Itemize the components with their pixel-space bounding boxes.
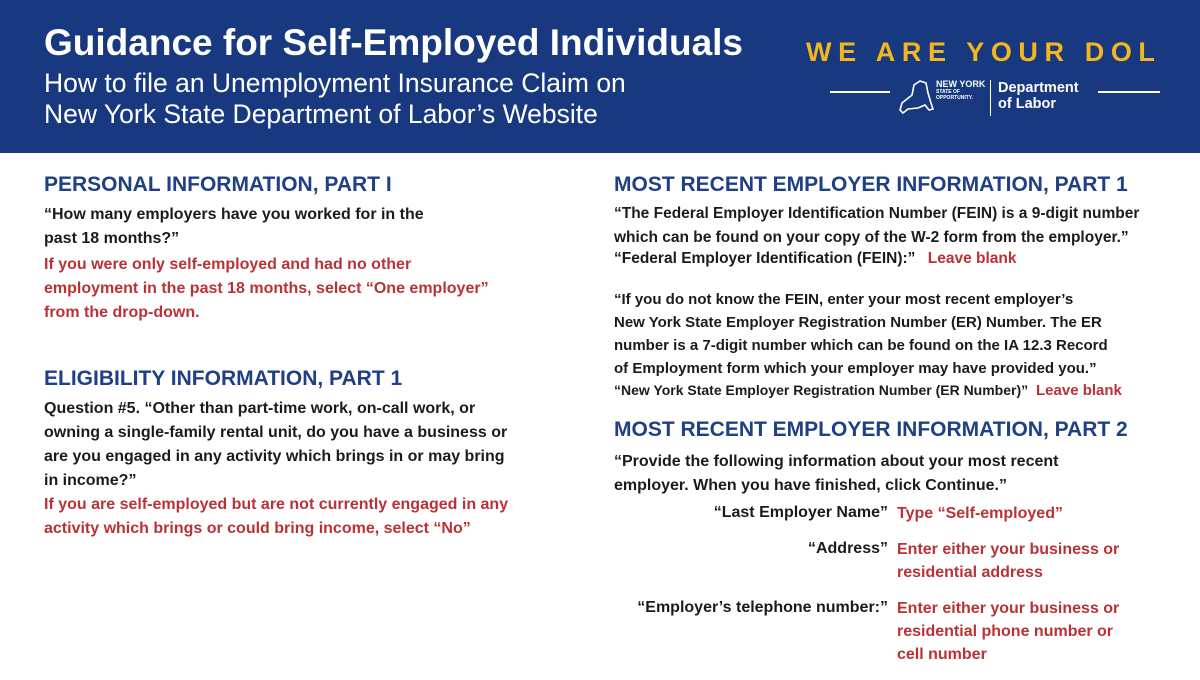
note-line: of Employment form which your employer may have provided you.”: [614, 360, 1097, 377]
note-line: “If you do not know the FEIN, enter your most recent employer’s: [614, 291, 1074, 308]
telephone-value: [897, 597, 1119, 666]
value-line: Type “Self-employed”: [897, 505, 1063, 522]
logo-rule-left: [830, 91, 890, 93]
value-line: Enter either your business or: [897, 541, 1120, 558]
fein-note: [614, 202, 1139, 250]
eligibility-question: [44, 397, 507, 493]
question-line: owning a single-family rental unit, do you have a business or: [44, 424, 508, 441]
nys-wordmark-line: STATE OF: [936, 89, 960, 95]
value-line: cell number: [897, 646, 987, 663]
eligibility-heading: ELIGIBILITY INFORMATION, PART 1: [44, 367, 403, 390]
employer-part1-heading: MOST RECENT EMPLOYER INFORMATION, PART 1: [614, 173, 1128, 196]
note-line: number is a 7-digit number which can be found on the IA 12.3 Record: [614, 337, 1108, 354]
logo-divider: [990, 80, 991, 116]
answer-line: employment in the past 18 months, select “One employer”: [44, 280, 489, 297]
answer-line: activity which brings or could bring income, select “No”: [44, 520, 471, 537]
intro-line: “Provide the following information about your most recent: [614, 453, 1059, 470]
fein-field-row: [614, 247, 1017, 271]
question-line: past 18 months?”: [44, 230, 180, 247]
eligibility-answer: [44, 493, 508, 541]
personal-info-answer: [44, 253, 489, 325]
nys-wordmark-line: OPPORTUNITY.: [936, 95, 973, 101]
nys-wordmark-line: NEW YORK: [936, 79, 986, 89]
er-value: Leave blank: [1036, 382, 1122, 399]
note-line: New York State Employer Registration Number (ER) Number. The ER: [614, 314, 1102, 331]
er-field-row: [614, 378, 1122, 403]
question-line: are you engaged in any activity which brings in or may bring: [44, 448, 505, 465]
personal-info-question: [44, 203, 424, 251]
intro-line: employer. When you have finished, click Continue.”: [614, 477, 1007, 494]
page-subtitle-line: How to file an Unemployment Insurance Claim on: [44, 68, 626, 98]
employer-part2-heading: MOST RECENT EMPLOYER INFORMATION, PART 2: [614, 418, 1128, 441]
answer-line: from the drop-down.: [44, 304, 200, 321]
dol-tagline: WE ARE YOUR DOL: [806, 37, 1162, 67]
question-line: in income?”: [44, 472, 137, 489]
logo-rule-right: [1098, 91, 1160, 93]
page-subtitle: [44, 68, 626, 130]
er-label: “New York State Employer Registration Number (ER Number)”: [614, 382, 1029, 398]
dept-line: of Labor: [998, 96, 1056, 112]
last-employer-name-value: [897, 502, 1063, 525]
dept-of-labor-wordmark: [998, 80, 1079, 112]
personal-info-heading: PERSONAL INFORMATION, PART I: [44, 173, 392, 196]
telephone-label: “Employer’s telephone number:”: [637, 599, 888, 616]
note-line: “The Federal Employer Identification Number (FEIN) is a 9-digit number: [614, 205, 1140, 222]
question-line: “How many employers have you worked for in the: [44, 206, 424, 223]
value-line: residential address: [897, 564, 1043, 581]
last-employer-name-label: “Last Employer Name”: [713, 504, 888, 521]
new-york-state-icon: [898, 77, 936, 122]
address-label: “Address”: [807, 540, 888, 557]
header-banner: [0, 0, 1200, 153]
note-line: which can be found on your copy of the W-2 form from the employer.”: [614, 229, 1129, 246]
value-line: Enter either your business or: [897, 600, 1120, 617]
fein-value: Leave blank: [927, 250, 1017, 267]
answer-line: If you are self-employed but are not currently engaged in any: [44, 496, 509, 513]
value-line: residential phone number or: [897, 623, 1114, 640]
nys-wordmark: [936, 80, 985, 101]
page-subtitle-line: New York State Department of Labor’s Website: [44, 99, 598, 129]
er-note: [614, 288, 1108, 380]
page-title: Guidance for Self-Employed Individuals: [44, 22, 744, 63]
fein-label: “Federal Employer Identification (FEIN):”: [614, 250, 916, 267]
answer-line: If you were only self-employed and had no other: [44, 256, 412, 273]
question-line: Question #5. “Other than part-time work, on-call work, or: [44, 400, 476, 417]
address-value: [897, 538, 1119, 584]
dept-line: Department: [998, 80, 1079, 96]
employer-part2-intro: [614, 450, 1058, 498]
